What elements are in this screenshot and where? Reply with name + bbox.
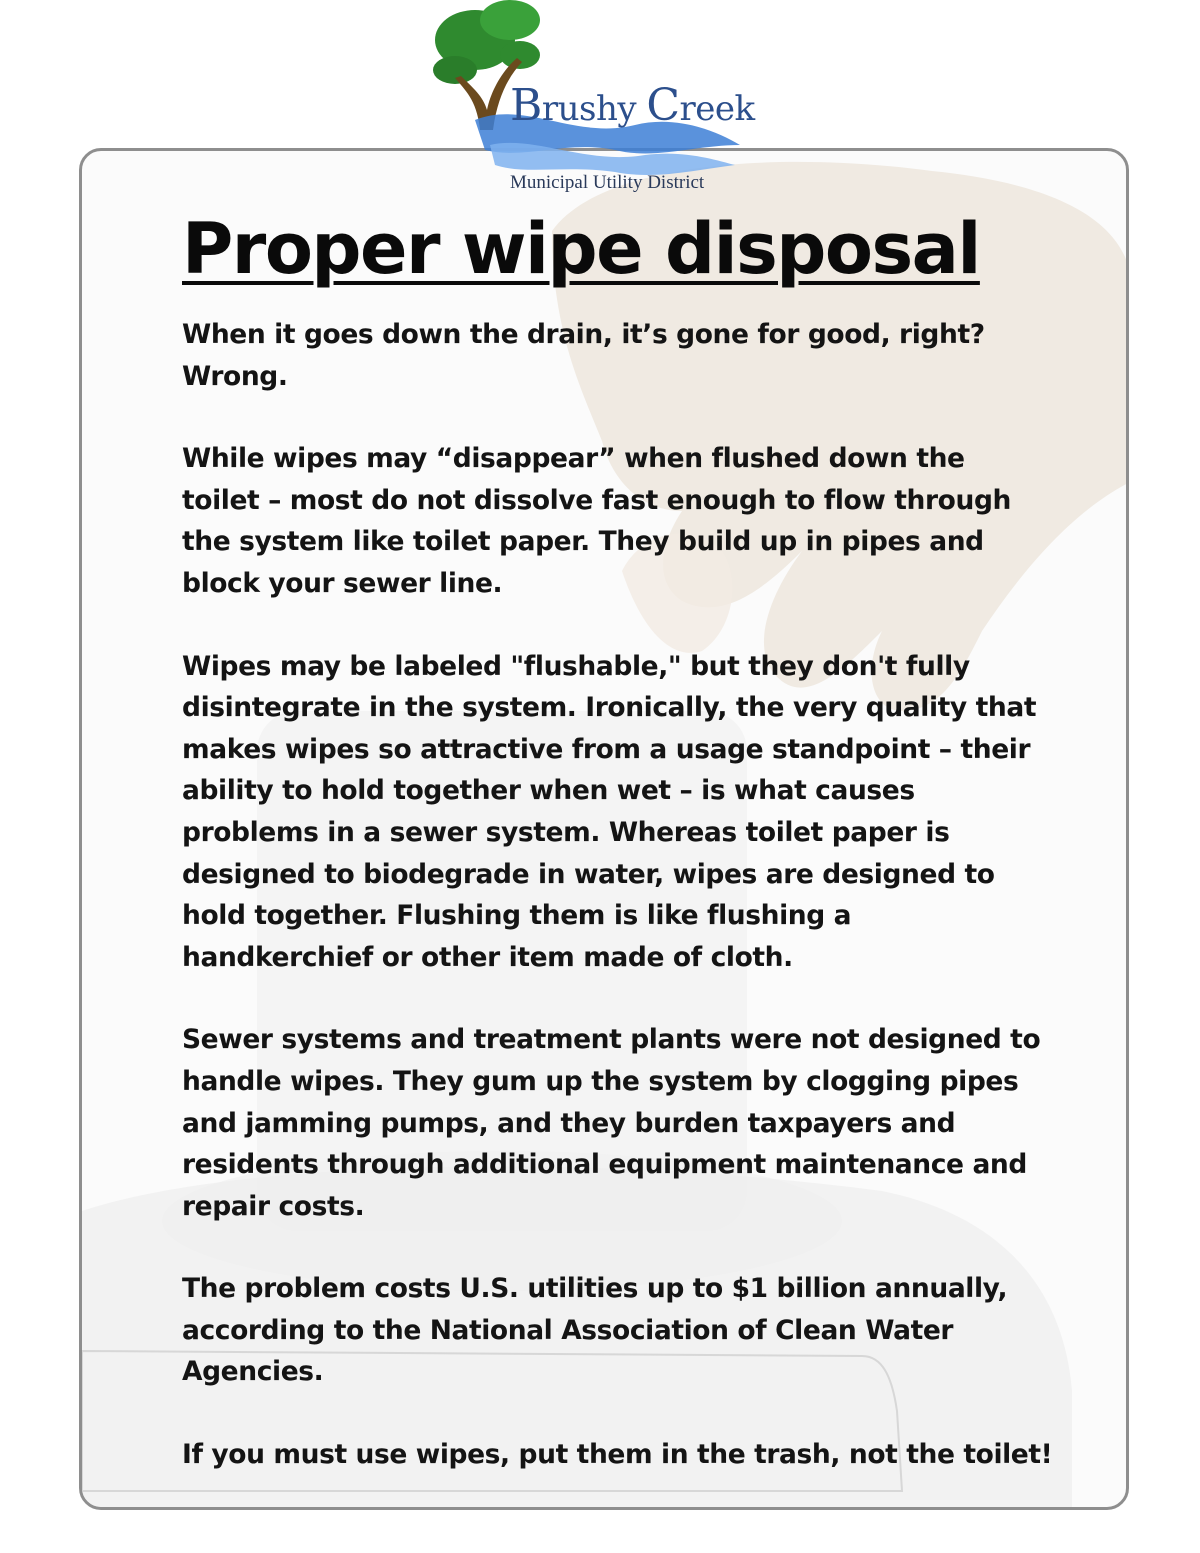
text-line: handle wipes. They gum up the system by clogging pipes xyxy=(182,1065,1019,1097)
text-line: block your sewer line. xyxy=(182,567,503,599)
text-line: repair costs. xyxy=(182,1190,365,1222)
text-line: designed to biodegrade in water, wipes are designed to xyxy=(182,858,995,890)
text-line: If you must use wipes, put them in the trash, not the toilet! xyxy=(182,1439,1053,1471)
text-line: When it goes down the drain, it’s gone for good, right? xyxy=(182,319,985,350)
logo-word-rest: rushy xyxy=(541,89,647,129)
logo-letter-c: C xyxy=(646,80,680,131)
text-line: disintegrate in the system. Ironically, the very quality that xyxy=(182,692,1037,724)
text-line: Wipes may be labeled "flushable," but they don't fully xyxy=(182,650,970,682)
text-line: makes wipes so attractive from a usage standpoint – their xyxy=(182,733,1031,765)
text-line: handkerchief or other item made of cloth. xyxy=(182,941,793,973)
logo-wordmark xyxy=(510,80,755,131)
text-line: Agencies. xyxy=(182,1356,324,1388)
text-line: and jamming pumps, and they burden taxpayers and xyxy=(182,1107,956,1139)
logo-letter-b: B xyxy=(510,80,542,131)
text-line: Wrong. xyxy=(182,360,288,392)
page-title: Proper wipe disposal xyxy=(182,208,980,290)
text-line: The problem costs U.S. utilities up to $1 billion annually, xyxy=(182,1273,1008,1305)
text-line: problems in a sewer system. Whereas toilet paper is xyxy=(182,816,950,848)
text-line: the system like toilet paper. They build up in pipes and xyxy=(182,526,984,558)
paragraph xyxy=(182,1268,1062,1393)
paragraph xyxy=(182,646,1062,979)
text-line: toilet – most do not dissolve fast enough to flow through xyxy=(182,484,1011,516)
text-line: according to the National Association of Clean Water xyxy=(182,1314,954,1346)
text-line: ability to hold together when wet – is what causes xyxy=(182,775,915,807)
text-line: residents through additional equipment maintenance and xyxy=(182,1149,1027,1181)
logo-subtitle: Municipal Utility District xyxy=(510,172,705,193)
paragraph xyxy=(182,314,1062,397)
paragraph xyxy=(182,1019,1062,1227)
text-line: hold together. Flushing them is like flushing a xyxy=(182,900,852,932)
text-line: Sewer systems and treatment plants were not designed to xyxy=(182,1024,1041,1056)
text-line: While wipes may “disappear” when flushed down the xyxy=(182,443,965,475)
paragraph xyxy=(182,1434,1062,1476)
paragraph xyxy=(182,438,1062,604)
body-text xyxy=(182,314,1062,1517)
logo-word2-rest: reek xyxy=(679,89,755,129)
